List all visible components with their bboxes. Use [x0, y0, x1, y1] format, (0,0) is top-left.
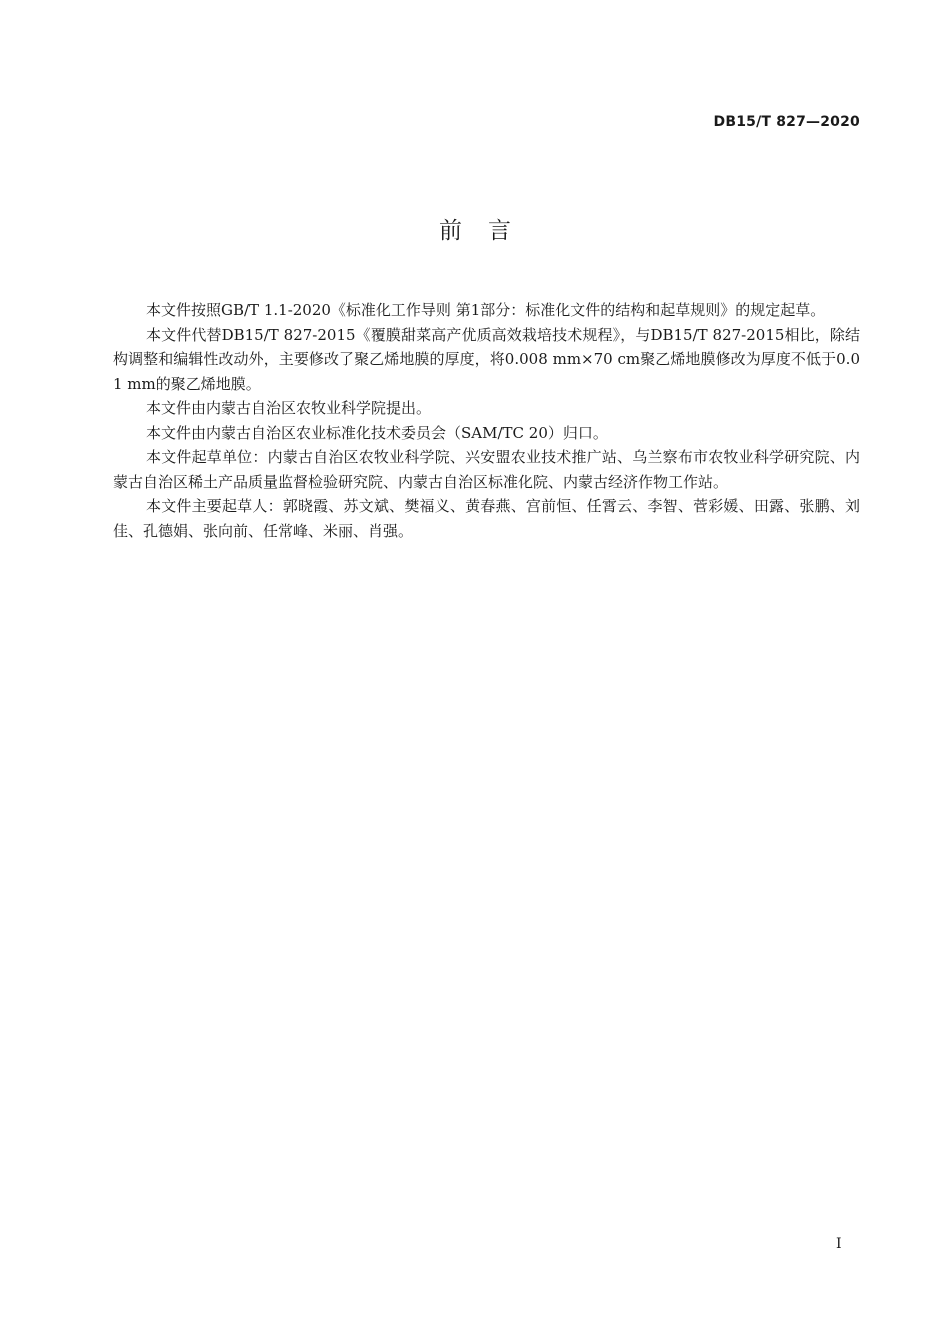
- paragraph-drafting-units: 本文件起草单位：内蒙古自治区农牧业科学院、兴安盟农业技术推广站、乌兰察布市农牧业科学研究院、内蒙古自治区稀土产品质量监督检验研究院、内蒙古自治区标准化院、内蒙古经济作物工作站。: [113, 448, 860, 491]
- paragraph-centralized-by: 本文件由内蒙古自治区农业标准化技术委员会（SAM/TC 20）归口。: [146, 423, 608, 442]
- page-title: 前言: [439, 218, 537, 244]
- paragraph-replacement: 本文件代替DB15/T 827-2015《覆膜甜菜高产优质高效栽培技术规程》，与DB15/T 827-2015相比，除结构调整和编辑性改动外，主要修改了聚乙烯地膜的厚度，将0.008 mm×70 cm聚乙烯地膜修改为厚度不低于0.01 mm的聚乙烯地膜。: [113, 325, 860, 393]
- document-code: DB15/T 827—2020: [713, 114, 860, 130]
- paragraph-proposed-by: 本文件由内蒙古自治区农牧业科学院提出。: [146, 399, 432, 417]
- page-number: I: [836, 1236, 842, 1252]
- foreword-body: [113, 298, 860, 543]
- paragraph-drafting-rules: 本文件按照GB/T 1.1-2020《标准化工作导则 第1部分：标准化文件的结构和起草规则》的规定起草。: [146, 301, 826, 319]
- paragraph-drafters: 本文件主要起草人：郭晓霞、苏文斌、樊福义、黄春燕、宫前恒、任霄云、李智、菅彩媛、田露、张鹏、刘佳、孔德娟、张向前、任常峰、米丽、肖强。: [113, 497, 860, 540]
